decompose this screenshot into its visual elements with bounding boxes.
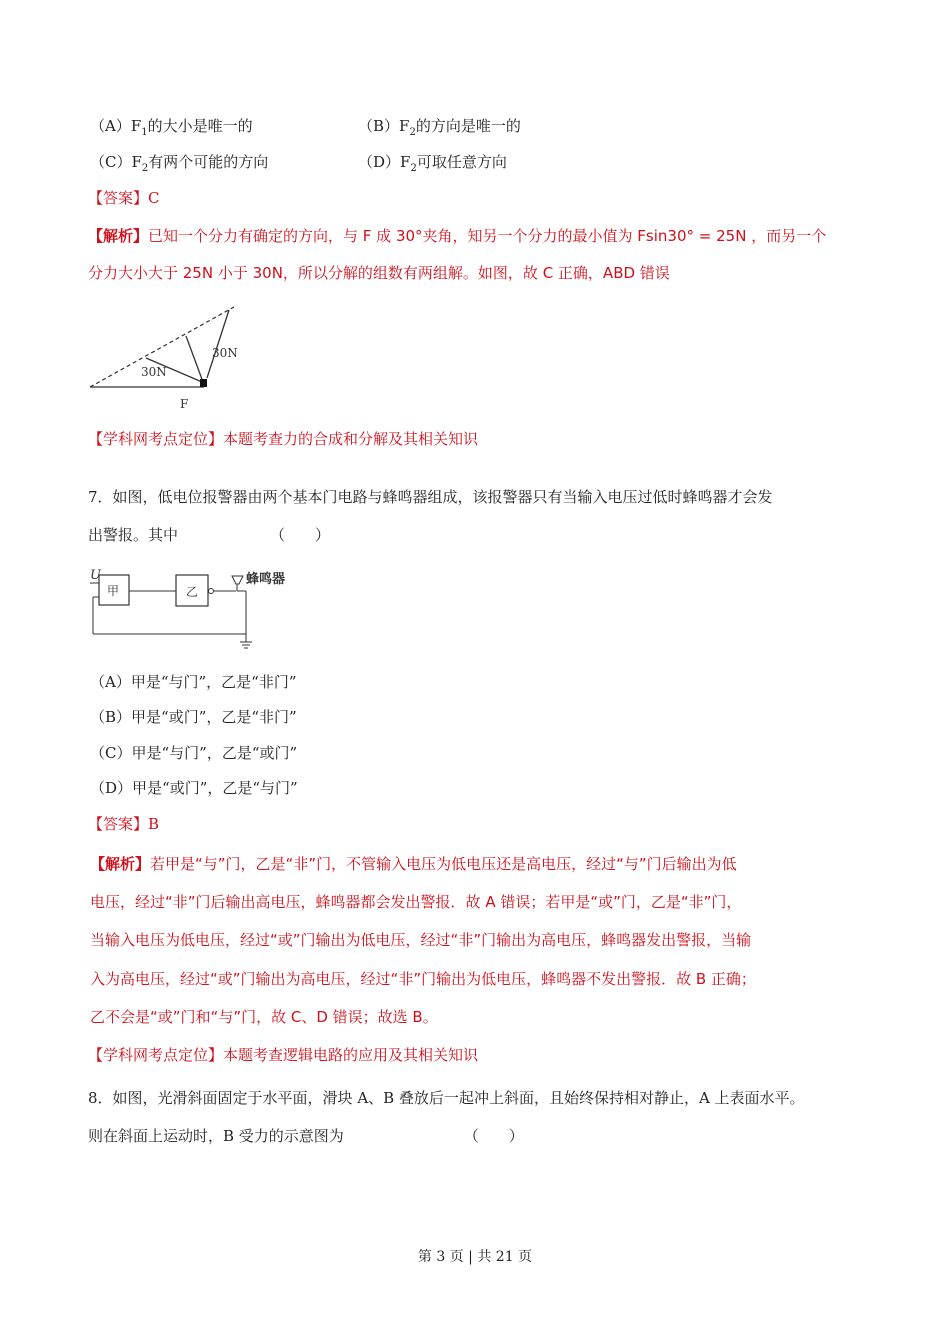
option-label: （A） [90, 117, 131, 135]
option-label: （D） [358, 153, 401, 171]
q7-option-a: （A）甲是“与门”，乙是“非门” [90, 673, 297, 691]
q6-answer [88, 188, 160, 208]
answer-value: B [148, 815, 160, 833]
answer-label: 【答案】 [88, 189, 149, 207]
q6-option-a [90, 116, 253, 143]
q7-analysis-line [90, 854, 737, 874]
input-label: U [90, 568, 101, 583]
topic-text: 本题考查力的合成和分解及其相关知识 [223, 430, 479, 448]
analysis-text: 已知一个分力有确定的方向，与 F 成 30°夹角，知另一个分力的最小值为 Fsin30° = 25N ，而另一个 [148, 227, 827, 245]
gate-yi-label: 乙 [186, 585, 199, 599]
option-text: F [400, 153, 411, 171]
stem-text: 出警报。其中 [88, 526, 179, 544]
q7-option-b: （B）甲是“或门”，乙是“非门” [90, 708, 297, 726]
q7-stem-line: 7．如图，低电位报警器由两个基本门电路与蜂鸣器组成，该报警器只有当输入电压过低时蜂鸣器才会发 [88, 488, 773, 506]
topic-text: 本题考查逻辑电路的应用及其相关知识 [223, 1046, 479, 1064]
force-label: 30N [141, 365, 167, 379]
q7-answer [88, 814, 159, 834]
subscript: 1 [141, 127, 148, 138]
q6-option-d [358, 152, 507, 179]
answer-value: C [148, 189, 160, 207]
force-decomposition-diagram [84, 300, 244, 415]
q6-analysis-line [88, 226, 826, 246]
q7-topic [88, 1045, 478, 1065]
option-text: 的大小是唯一的 [147, 117, 253, 135]
q8-stem-line [88, 1126, 524, 1146]
subscript: 2 [410, 163, 417, 174]
q6-topic [88, 429, 478, 449]
page-footer: 第 3 页 | 共 21 页 [417, 1249, 533, 1265]
option-text: 可取任意方向 [416, 153, 507, 171]
option-text: 的方向是唯一的 [415, 117, 521, 135]
q7-option-c: （C）甲是“与门”，乙是“或门” [90, 744, 298, 762]
option-text: F [130, 117, 142, 135]
q6-analysis-line: 分力大小大于 25N 小于 30N，所以分解的组数有两组解。如图，故 C 正确，ABD 错误 [88, 264, 670, 282]
buzzer-label: 蜂鸣器 [246, 572, 286, 587]
analysis-text: 若甲是“与”门，乙是“非”门，不管输入电压为低电压还是高电压，经过“与”门后输出为低 [150, 855, 737, 873]
q7-analysis-line: 当输入电压为低电压，经过“或”门输出为低电压，经过“非”门输出为高电压，蜂鸣器发出警报，当输 [90, 931, 752, 949]
topic-label: 【学科网考点定位】 [88, 430, 224, 448]
q7-stem-line [88, 525, 330, 545]
stem-text: 则在斜面上运动时，B 受力的示意图为 [88, 1127, 344, 1145]
alarm-circuit-diagram [86, 562, 316, 657]
answer-label: 【答案】 [88, 815, 149, 833]
answer-bracket: （ ） [270, 526, 331, 544]
option-text: F [131, 153, 142, 171]
option-text: 有两个可能的方向 [148, 153, 269, 171]
force-label-f: F [180, 397, 189, 411]
q7-analysis-line: 入为高电压，经过“或”门输出为高电压，经过“非”门输出为低电压，蜂鸣器不发出警报．故 B 正确； [90, 970, 756, 988]
subscript: 2 [409, 127, 416, 138]
gate-jia-label: 甲 [107, 584, 120, 598]
subscript: 2 [141, 163, 149, 174]
q6-option-b [358, 116, 521, 143]
option-label: （C） [90, 153, 132, 171]
option-label: （B） [358, 117, 400, 135]
answer-bracket: （ ） [463, 1127, 524, 1145]
q7-analysis-line: 乙不会是“或”门和“与”门，故 C、D 错误；故选 B。 [90, 1008, 438, 1026]
q7-analysis-line: 电压，经过“非”门后输出高电压，蜂鸣器都会发出警报．故 A 错误；若甲是“或”门，乙是“非”门， [90, 893, 742, 911]
force-label: 30N [212, 346, 238, 360]
option-text: F [399, 117, 410, 135]
topic-label: 【学科网考点定位】 [88, 1046, 224, 1064]
analysis-label: 【解析】 [88, 227, 149, 245]
q6-option-c [90, 152, 268, 179]
analysis-label: 【解析】 [90, 855, 151, 873]
q8-stem-line: 8．如图，光滑斜面固定于水平面，滑块 A、B 叠放后一起冲上斜面，且始终保持相对静止，A 上表面水平。 [88, 1089, 805, 1107]
q7-option-d: （D）甲是“或门”，乙是“与门” [90, 779, 298, 797]
